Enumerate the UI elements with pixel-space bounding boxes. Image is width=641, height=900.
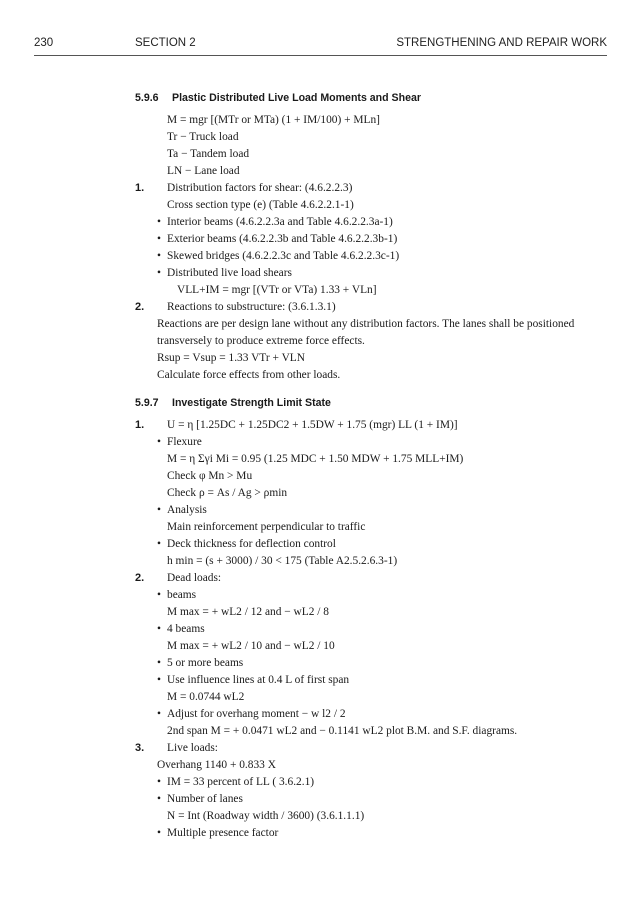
bullet-item: • Exterior beams (4.6.2.2.3b and Table 4.6.2.2.3b-1): [157, 233, 398, 245]
lanes-equation: N = Int (Roadway width / 3600) (3.6.1.1.1): [167, 810, 365, 822]
bullet-item: • Analysis: [157, 504, 207, 516]
body-text: Overhang 1140 + 0.833 X: [157, 759, 276, 771]
section-heading-5-9-7: 5.9.7 Investigate Strength Limit State: [135, 397, 331, 409]
definition: LN − Lane load: [167, 165, 240, 177]
numbered-item: 3. Live loads:: [135, 742, 218, 754]
shear-equation: VLL+IM = mgr [(VTr or VTa) 1.33 + VLn]: [177, 284, 377, 296]
bullet-item: • Interior beams (4.6.2.2.3a and Table 4.6.2.2.3a-1): [157, 216, 393, 228]
numbered-item: 2. Dead loads:: [135, 572, 222, 584]
check-line: Check φ Mn > Mu: [167, 470, 253, 482]
page-number: 230: [34, 37, 54, 49]
section-heading-5-9-6: 5.9.6 Plastic Distributed Live Load Moments and Shear: [135, 92, 422, 104]
header-rule: [34, 55, 607, 56]
paragraph: Reactions are per design lane without any distribution factors. The lanes shall be positioned transversely to produce extreme force effects.: [157, 318, 575, 347]
definition: Ta − Tandem load: [167, 148, 250, 160]
reaction-equation: Rsup = Vsup = 1.33 VTr + VLN: [157, 352, 305, 364]
moment-equation: M = 0.0744 wL2: [167, 691, 245, 703]
numbered-item: 1. Distribution factors for shear: (4.6.2.2.3): [135, 182, 353, 194]
body-text: Cross section type (e) (Table 4.6.2.2.1-1): [167, 199, 354, 211]
bullet-item: • Multiple presence factor: [157, 827, 279, 839]
bullet-item: • Distributed live load shears: [157, 267, 292, 279]
bullet-item: • Deck thickness for deflection control: [157, 538, 336, 550]
running-title: STRENGTHENING AND REPAIR WORK: [396, 37, 607, 49]
section-label: SECTION 2: [135, 37, 196, 49]
bullet-item: • Adjust for overhang moment − w l2 / 2: [157, 708, 346, 720]
bullet-item: • beams: [157, 589, 197, 601]
bullet-item: • Skewed bridges (4.6.2.2.3c and Table 4.6.2.2.3c-1): [157, 250, 400, 262]
body-text: Calculate force effects from other loads.: [157, 369, 341, 381]
check-line: Check ρ = As / Ag > ρmin: [167, 487, 288, 499]
moment-equation: M max = + wL2 / 12 and − wL2 / 8: [167, 606, 329, 618]
moment-equation: M max = + wL2 / 10 and − wL2 / 10: [167, 640, 335, 652]
bullet-item: • 4 beams: [157, 623, 205, 635]
flexure-equation: M = η Σγi Mi = 0.95 (1.25 MDC + 1.50 MDW + 1.75 MLL+IM): [167, 453, 464, 465]
moment-equation: 2nd span M = + 0.0471 wL2 and − 0.1141 wL2 plot B.M. and S.F. diagrams.: [167, 725, 518, 737]
page-body: [135, 90, 610, 842]
body-text: Main reinforcement perpendicular to traffic: [167, 521, 366, 533]
moment-equation: M = mgr [(MTr or MTa) (1 + IM/100) + MLn]: [167, 114, 380, 126]
bullet-item: • 5 or more beams: [157, 657, 244, 669]
bullet-item: • Number of lanes: [157, 793, 243, 805]
bullet-item: • Use influence lines at 0.4 L of first span: [157, 674, 350, 686]
definition: Tr − Truck load: [167, 131, 239, 143]
numbered-item: 2. Reactions to substructure: (3.6.1.3.1): [135, 301, 336, 313]
bullet-item: • Flexure: [157, 436, 202, 448]
numbered-item: 1. U = η [1.25DC + 1.25DC2 + 1.5DW + 1.75 (mgr) LL (1 + IM)]: [135, 419, 458, 431]
page-header: [34, 33, 607, 51]
bullet-item: • IM = 33 percent of LL ( 3.6.2.1): [157, 776, 315, 788]
hmin-equation: h min = (s + 3000) / 30 < 175 (Table A2.5.2.6.3-1): [167, 555, 398, 567]
